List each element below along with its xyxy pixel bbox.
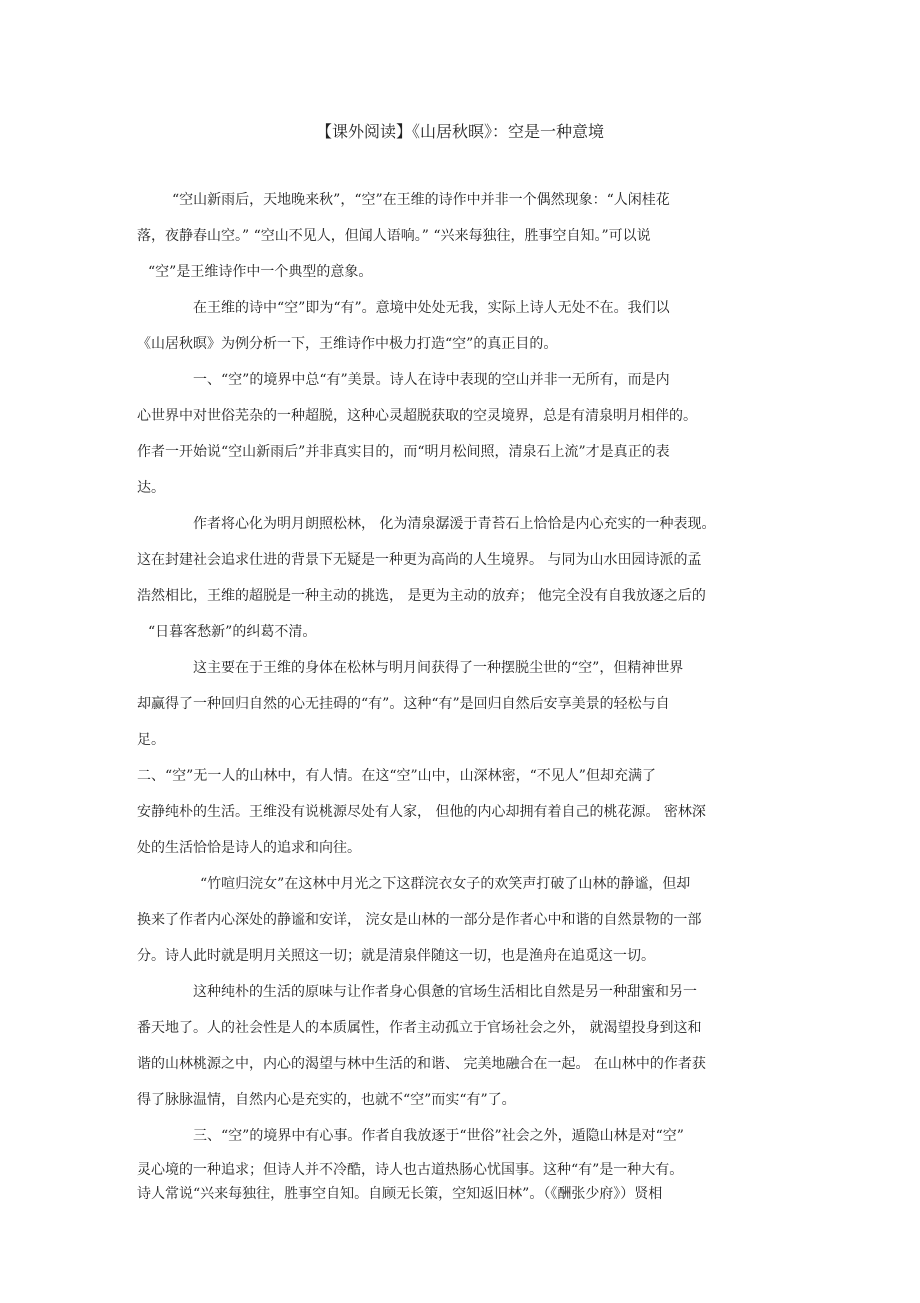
paragraph-line: 浩然相比，王维的超脱是一种主动的挑选， 是更为主动的放弃； 他完全没有自我放逐之后的 — [137, 588, 706, 604]
paragraph-line: 诗人常说“兴来每独往，胜事空自知。自顾无长策，空知返旧林”。（《酬张少府》）贤相 — [137, 1186, 663, 1202]
paragraph-line: 处的生活恰恰是诗人的追求和向往。 — [137, 840, 361, 856]
paragraph-line: “日暮客愁新”的纠葛不清。 — [148, 624, 317, 640]
paragraph-line: 作者一开始说“空山新雨后”并非真实目的，而“明月松间照，清泉石上流”才是真正的表 — [137, 444, 670, 460]
paragraph-line: 三、“空”的境界中有心事。作者自我放逐于“世俗”社会之外，遁隐山林是对“空” — [193, 1128, 684, 1144]
paragraph-line: 《山居秋暝》为例分析一下，王维诗作中极力打造“空”的真正目的。 — [137, 336, 558, 352]
paragraph-line: 安静纯朴的生活。王维没有说桃源尽处有人家， 但他的内心却拥有着自己的桃花源。 密林深 — [137, 804, 706, 820]
paragraph-line: 这在封建社会追求仕进的背景下无疑是一种更为高尚的人生境界。 与同为山水田园诗派的孟 — [137, 552, 702, 568]
paragraph-line: 换来了作者内心深处的静谧和安详， 浣女是山林的一部分是作者心中和谐的自然景物的一部 — [137, 912, 702, 928]
paragraph-line: “空山新雨后，天地晚来秋”，“空”在王维的诗作中并非一个偶然现象：“人闲桂花 — [172, 192, 670, 208]
paragraph-line: 番天地了。人的社会性是人的本质属性，作者主动孤立于官场社会之外， 就渴望投身到这和 — [137, 1020, 702, 1036]
paragraph-line: 这主要在于王维的身体在松林与明月间获得了一种摆脱尘世的“空”，但精神世界 — [193, 660, 684, 676]
document-title: 【课外阅读】《山居秋暝》：空是一种意境 — [315, 122, 604, 141]
paragraph-line: 灵心境的一种追求；但诗人并不冷酷，诗人也古道热肠心忧国事。这种“有”是一种大有。 — [137, 1162, 684, 1178]
paragraph-line: 足。 — [137, 732, 165, 748]
paragraph-line: 却赢得了一种回归自然的心无挂碍的“有”。这种“有”是回归自然后安享美景的轻松与自 — [137, 696, 670, 712]
paragraph-line: 落，夜静春山空。” “空山不见人，但闻人语响。” “兴来每独往，胜事空自知。”可以说 — [137, 228, 651, 244]
paragraph-line: 分。诗人此时就是明月关照这一切；就是清泉伴随这一切，也是渔舟在追觅这一切。 — [137, 948, 655, 964]
paragraph-line: 二、“空”无一人的山林中，有人情。在这“空”山中，山深林密，“不见人”但却充满了 — [137, 768, 656, 784]
paragraph-line: 心世界中对世俗芜杂的一种超脱，这种心灵超脱获取的空灵境界，总是有清泉明月相伴的。 — [137, 408, 697, 424]
paragraph-line: 这种纯朴的生活的原味与让作者身心俱惫的官场生活相比自然是另一种甜蜜和另一 — [193, 984, 697, 1000]
paragraph-line: 一、“空”的境界中总“有”美景。诗人在诗中表现的空山并非一无所有，而是内 — [193, 372, 670, 388]
paragraph-line: 在王维的诗中“空”即为“有”。意境中处处无我，实际上诗人无处不在。我们以 — [193, 300, 670, 316]
paragraph-line: “空”是王维诗作中一个典型的意象。 — [148, 264, 373, 280]
paragraph-line: 作者将心化为明月朗照松林， 化为清泉潺湲于青苔石上恰恰是内心充实的一种表现。 — [193, 516, 716, 532]
paragraph-line: 谐的山林桃源之中，内心的渴望与林中生活的和谐、 完美地融合在一起。 在山林中的作者获 — [137, 1056, 706, 1072]
paragraph-line: 达。 — [137, 480, 165, 496]
paragraph-line: “竹喧归浣女”在这林中月光之下这群浣衣女子的欢笑声打破了山林的静谧，但却 — [200, 876, 691, 892]
paragraph-line: 得了脉脉温情，自然内心是充实的，也就不“空”而实“有”了。 — [137, 1092, 516, 1108]
